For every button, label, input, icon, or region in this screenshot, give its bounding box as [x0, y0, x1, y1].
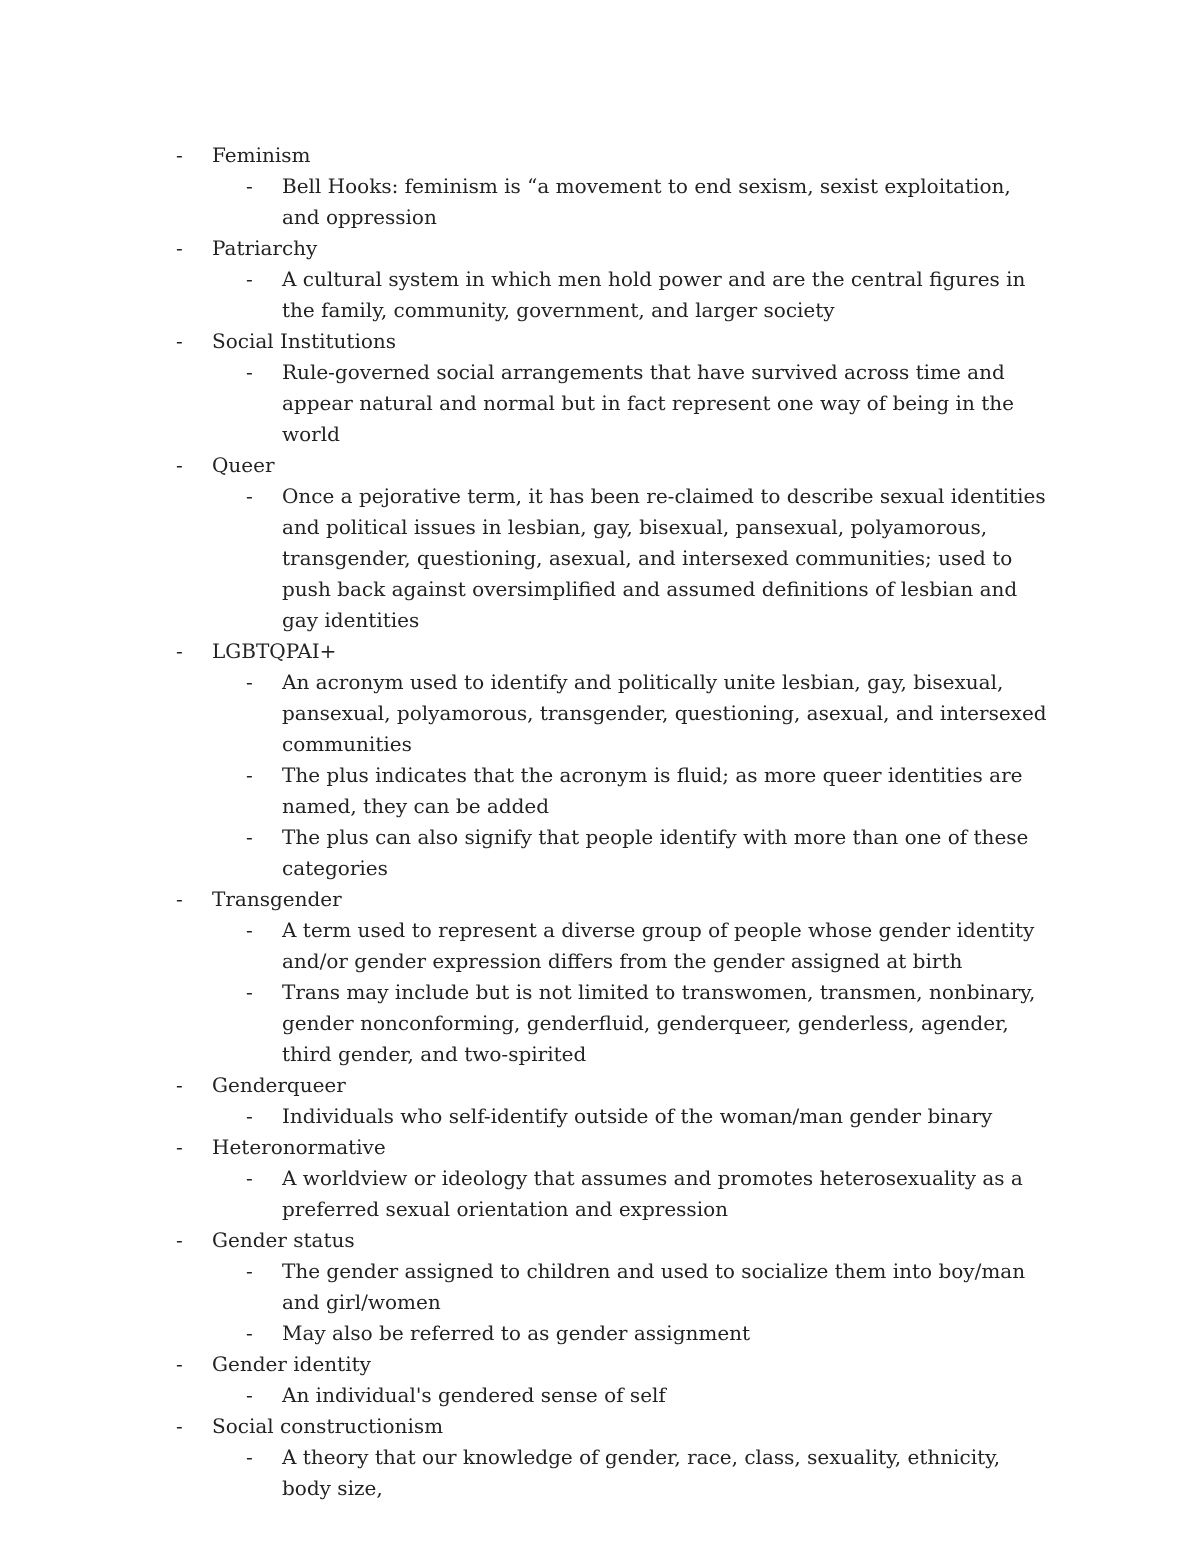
dash-bullet: - [246, 174, 253, 198]
term-label: Genderqueer [212, 1073, 346, 1097]
definition-item [246, 977, 1052, 1070]
term-item [176, 450, 1076, 481]
definition-text: May also be referred to as gender assignment [282, 1321, 751, 1345]
dash-bullet: - [176, 143, 183, 167]
dash-bullet: - [246, 1321, 253, 1345]
definition-list [176, 1442, 1076, 1504]
dash-bullet: - [176, 1414, 183, 1438]
term-label: Patriarchy [212, 236, 318, 260]
definition-list [176, 667, 1076, 884]
dash-bullet: - [246, 1166, 253, 1190]
definition-text: A theory that our knowledge of gender, race, class, sexuality, ethnicity, body size, [282, 1445, 1001, 1500]
term-label: Heteronormative [212, 1135, 386, 1159]
glossary-entry [176, 884, 1076, 1070]
term-label: Social constructionism [212, 1414, 444, 1438]
term-item [176, 1225, 1076, 1256]
term-item [176, 326, 1076, 357]
term-label: Transgender [212, 887, 342, 911]
term-label: LGBTQPAI+ [212, 639, 337, 663]
term-item [176, 1349, 1076, 1380]
definition-item [246, 1442, 1052, 1504]
dash-bullet: - [246, 1383, 253, 1407]
definition-text: Bell Hooks: feminism is “a movement to end sexism, sexist exploitation, and oppression [282, 174, 1011, 229]
dash-bullet: - [176, 887, 183, 911]
dash-bullet: - [246, 1104, 253, 1128]
definition-item [246, 357, 1052, 450]
dash-bullet: - [176, 236, 183, 260]
glossary-entry [176, 1225, 1076, 1349]
definition-text: An acronym used to identify and politically unite lesbian, gay, bisexual, pansexual, polyamorous, transgender, questioning, asexual, and intersexed communities [282, 670, 1047, 756]
term-label: Queer [212, 453, 275, 477]
glossary-outline [176, 140, 1076, 1504]
definition-text: The plus indicates that the acronym is fluid; as more queer identities are named, they can be added [282, 763, 1023, 818]
definition-item [246, 760, 1052, 822]
definition-item [246, 1163, 1052, 1225]
definition-text: Once a pejorative term, it has been re-claimed to describe sexual identities and political issues in lesbian, gay, bisexual, pansexual, polyamorous, transgender, questioning, asexual, and intersexed communities; used to push back against oversimplified and assumed definitions of lesbian and gay identities [282, 484, 1046, 632]
definition-list [176, 1380, 1076, 1411]
dash-bullet: - [246, 1259, 253, 1283]
definition-item [246, 667, 1052, 760]
dash-bullet: - [246, 763, 253, 787]
definition-list [176, 1163, 1076, 1225]
term-label: Gender identity [212, 1352, 371, 1376]
definition-text: The plus can also signify that people identify with more than one of these categories [282, 825, 1029, 880]
dash-bullet: - [246, 360, 253, 384]
dash-bullet: - [176, 1228, 183, 1252]
dash-bullet: - [176, 453, 183, 477]
definition-list [176, 171, 1076, 233]
definition-item [246, 1256, 1052, 1318]
glossary-entry [176, 326, 1076, 450]
glossary-entry [176, 1411, 1076, 1504]
term-item [176, 1070, 1076, 1101]
definition-text: Trans may include but is not limited to transwomen, transmen, nonbinary, gender nonconforming, genderfluid, genderqueer, genderless, agender, third gender, and two-spirited [282, 980, 1036, 1066]
dash-bullet: - [246, 267, 253, 291]
definition-item [246, 264, 1052, 326]
term-item [176, 233, 1076, 264]
glossary-entry [176, 1349, 1076, 1411]
definition-item [246, 1318, 1052, 1349]
glossary-entry [176, 636, 1076, 884]
term-label: Feminism [212, 143, 311, 167]
definition-text: A cultural system in which men hold power and are the central figures in the family, community, government, and larger society [282, 267, 1026, 322]
definition-text: A term used to represent a diverse group of people whose gender identity and/or gender expression differs from the gender assigned at birth [282, 918, 1035, 973]
glossary-entry [176, 1132, 1076, 1225]
term-item [176, 636, 1076, 667]
dash-bullet: - [176, 1135, 183, 1159]
glossary-entry [176, 1070, 1076, 1132]
definition-item [246, 822, 1052, 884]
glossary-entry [176, 450, 1076, 636]
definition-list [176, 264, 1076, 326]
dash-bullet: - [246, 825, 253, 849]
definition-text: A worldview or ideology that assumes and promotes heterosexuality as a preferred sexual orientation and expression [282, 1166, 1023, 1221]
term-item [176, 140, 1076, 171]
dash-bullet: - [246, 980, 253, 1004]
dash-bullet: - [176, 329, 183, 353]
definition-item [246, 171, 1052, 233]
dash-bullet: - [246, 670, 253, 694]
definition-item [246, 481, 1052, 636]
term-label: Gender status [212, 1228, 355, 1252]
term-item [176, 1411, 1076, 1442]
term-label: Social Institutions [212, 329, 397, 353]
term-item [176, 1132, 1076, 1163]
definition-text: An individual's gendered sense of self [282, 1383, 666, 1407]
dash-bullet: - [246, 1445, 253, 1469]
definition-item [246, 915, 1052, 977]
definition-item [246, 1380, 1052, 1411]
dash-bullet: - [246, 484, 253, 508]
dash-bullet: - [176, 1352, 183, 1376]
definition-list [176, 357, 1076, 450]
definition-text: Individuals who self-identify outside of the woman/man gender binary [282, 1104, 993, 1128]
term-item [176, 884, 1076, 915]
definition-text: Rule-governed social arrangements that have survived across time and appear natural and normal but in fact represent one way of being in the world [282, 360, 1014, 446]
dash-bullet: - [176, 1073, 183, 1097]
definition-list [176, 1256, 1076, 1349]
dash-bullet: - [176, 639, 183, 663]
definition-item [246, 1101, 1052, 1132]
glossary-entry [176, 140, 1076, 233]
definition-list [176, 915, 1076, 1070]
definition-list [176, 1101, 1076, 1132]
definition-list [176, 481, 1076, 636]
dash-bullet: - [246, 918, 253, 942]
glossary-entry [176, 233, 1076, 326]
definition-text: The gender assigned to children and used to socialize them into boy/man and girl/women [282, 1259, 1026, 1314]
